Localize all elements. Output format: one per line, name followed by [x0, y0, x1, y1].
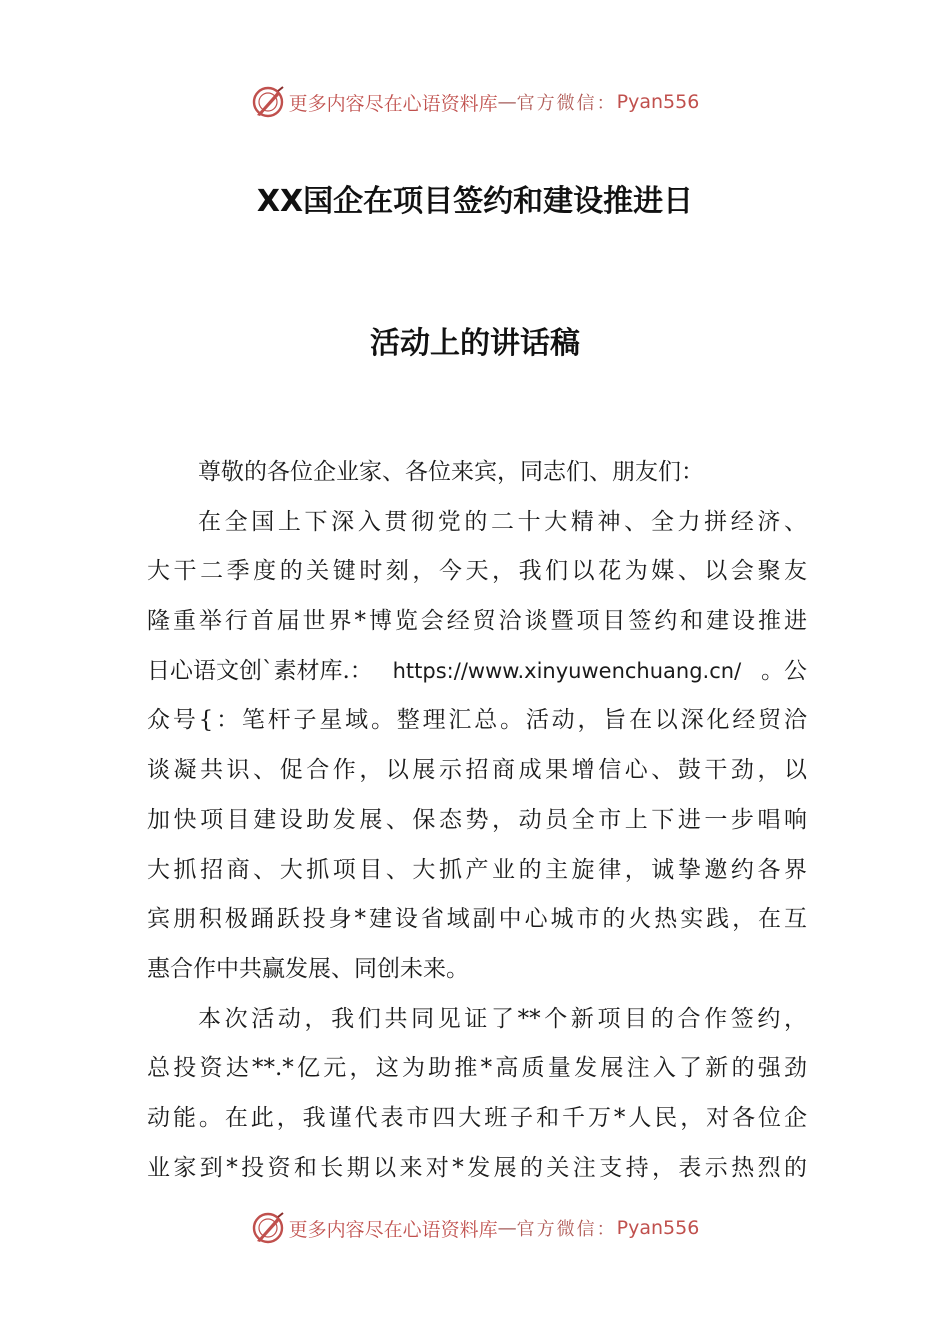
body-line: 众号{：笔杆子星域。整理汇总。活动，旨在以深化经贸洽: [147, 707, 807, 734]
footer-banner-text: 更多内容尽在心语资料库: [288, 1218, 498, 1241]
footer-banner: [0, 1208, 950, 1248]
document-title-line-1: XX国企在项目签约和建设推进日: [256, 184, 694, 219]
body-line: [147, 647, 807, 697]
body-line-text: 。公: [760, 657, 807, 684]
header-banner: [0, 82, 950, 122]
header-banner-contact: 官方微信：: [516, 93, 617, 114]
body-line: 大抓招商、大抓项目、大抓产业的主旋律，诚挚邀约各界: [147, 856, 807, 883]
body-line: 业家到*投资和长期以来对*发展的关注支持，表示热烈的: [147, 1154, 807, 1181]
body-line: 本次活动，我们共同见证了**个新项目的合作签约，: [198, 1005, 807, 1032]
body-line: 在全国上下深入贯彻党的二十大精神、全力拼经济、: [198, 508, 807, 535]
salutation-line: 尊敬的各位企业家、各位来宾，同志们、朋友们：: [198, 459, 704, 485]
document-body: [147, 448, 807, 1193]
footer-banner-dash: —: [497, 1217, 517, 1239]
footer-wechat-id: Pyan556: [616, 1217, 700, 1239]
header-wechat-id: Pyan556: [616, 91, 700, 113]
body-line: 谈凝共识、促合作，以展示招商成果增信心、鼓干劲，以: [147, 757, 807, 784]
body-line: 惠合作中共赢发展、同创未来。: [147, 955, 469, 982]
header-banner-dash: —: [497, 91, 517, 113]
document-title-line-2: 活动上的讲话稿: [370, 326, 580, 361]
quill-logo-icon: [251, 1211, 285, 1245]
quill-logo-icon: [251, 85, 285, 119]
body-line: 总投资达**.*亿元，这为助推*高质量发展注入了新的强劲: [147, 1055, 807, 1082]
footer-banner-contact: 官方微信：: [516, 1219, 617, 1240]
body-line: 宾朋积极踊跃投身*建设省域副中心城市的火热实践，在互: [147, 906, 807, 933]
body-line: 动能。在此，我谨代表市四大班子和千万*人民，对各位企: [147, 1104, 807, 1131]
body-line: 加快项目建设助发展、保态势，动员全市上下进一步唱响: [147, 806, 807, 833]
body-line-text: 日心语文创`素材库.：: [147, 657, 373, 684]
body-line: 隆重举行首届世界*博览会经贸洽谈暨项目签约和建设推进: [147, 608, 807, 635]
body-line: 大干二季度的关键时刻，今天，我们以花为媒、以会聚友: [147, 558, 807, 585]
header-banner-text: 更多内容尽在心语资料库: [288, 92, 498, 115]
website-link[interactable]: https://www.xinyuwenchuang.cn/: [392, 658, 742, 683]
